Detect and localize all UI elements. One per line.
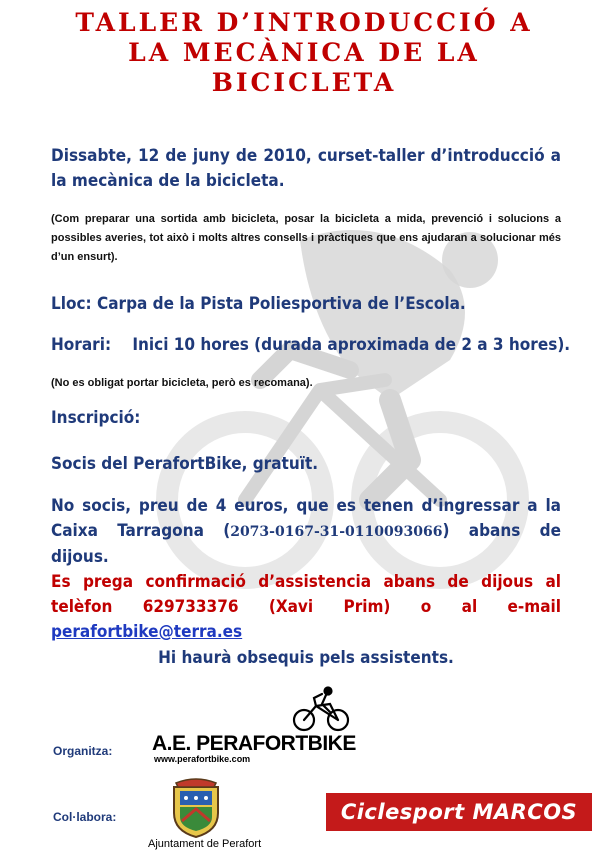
intro-note: (Com preparar una sortida amb bicicleta, posar la bicicleta a mida, prevenció i solucions a possibles averies, tot això i molts altres consells i pràctiques que ens ajudaran a solucionar més d’un ensurt). — [51, 213, 561, 263]
title-line-3: BICICLETA — [211, 68, 397, 97]
confirmation-text: Es prega confirmació d’assistencia abans de dijous al telèfon 629733376 (Xavi Prim) o al e-mail — [51, 572, 561, 617]
members-line: Socis del PerafortBike, gratuït. — [51, 454, 319, 474]
gifts-line: Hi haurà obsequis pels assistents. — [158, 648, 454, 668]
organizer-label: Organitza: — [53, 744, 113, 758]
schedule-line: Horari: Inici 10 hores (durada aproximada de 2 a 3 hores). — [51, 335, 571, 355]
bicycle-icon — [292, 686, 350, 732]
registration-heading: Inscripció: — [51, 408, 141, 428]
organizer-url: www.perafortbike.com — [154, 754, 251, 764]
title-line-1: TALLER D’INTRODUCCIÓ A — [75, 8, 533, 37]
email-link[interactable]: perafortbike@terra.es — [51, 622, 243, 642]
sponsor-banner: Ciclesport MARCOS — [326, 793, 592, 831]
location-line: Lloc: Carpa de la Pista Poliesportiva de l’Escola. — [51, 294, 466, 314]
organizer-name: A.E. PERAFORTBIKE — [152, 732, 356, 755]
bank-account-number: 2073-0167-31-0110093066 — [230, 524, 443, 540]
poster-title — [30, 8, 578, 98]
non-members-paragraph — [51, 494, 561, 570]
intro-paragraph: Dissabte, 12 de juny de 2010, curset-taller d’introducció a la mecànica de la bicicleta. — [51, 146, 561, 191]
confirmation-paragraph — [51, 570, 561, 645]
organizer-logo — [152, 686, 362, 768]
schedule-note: (No es obligat portar bicicleta, però es recomana). — [51, 377, 313, 389]
non-members-text: No socis, preu de 4 euros, que es tenen d’ingressar a la Caixa Tarragona ( — [51, 496, 561, 541]
coat-of-arms-icon — [168, 777, 224, 839]
title-line-2: LA MECÀNICA DE LA — [128, 38, 480, 67]
non-members-deadline: ) abans de dijous. — [51, 521, 561, 567]
collaborator-label: Col·labora: — [53, 810, 117, 824]
town-council-name: Ajuntament de Perafort — [148, 838, 262, 850]
